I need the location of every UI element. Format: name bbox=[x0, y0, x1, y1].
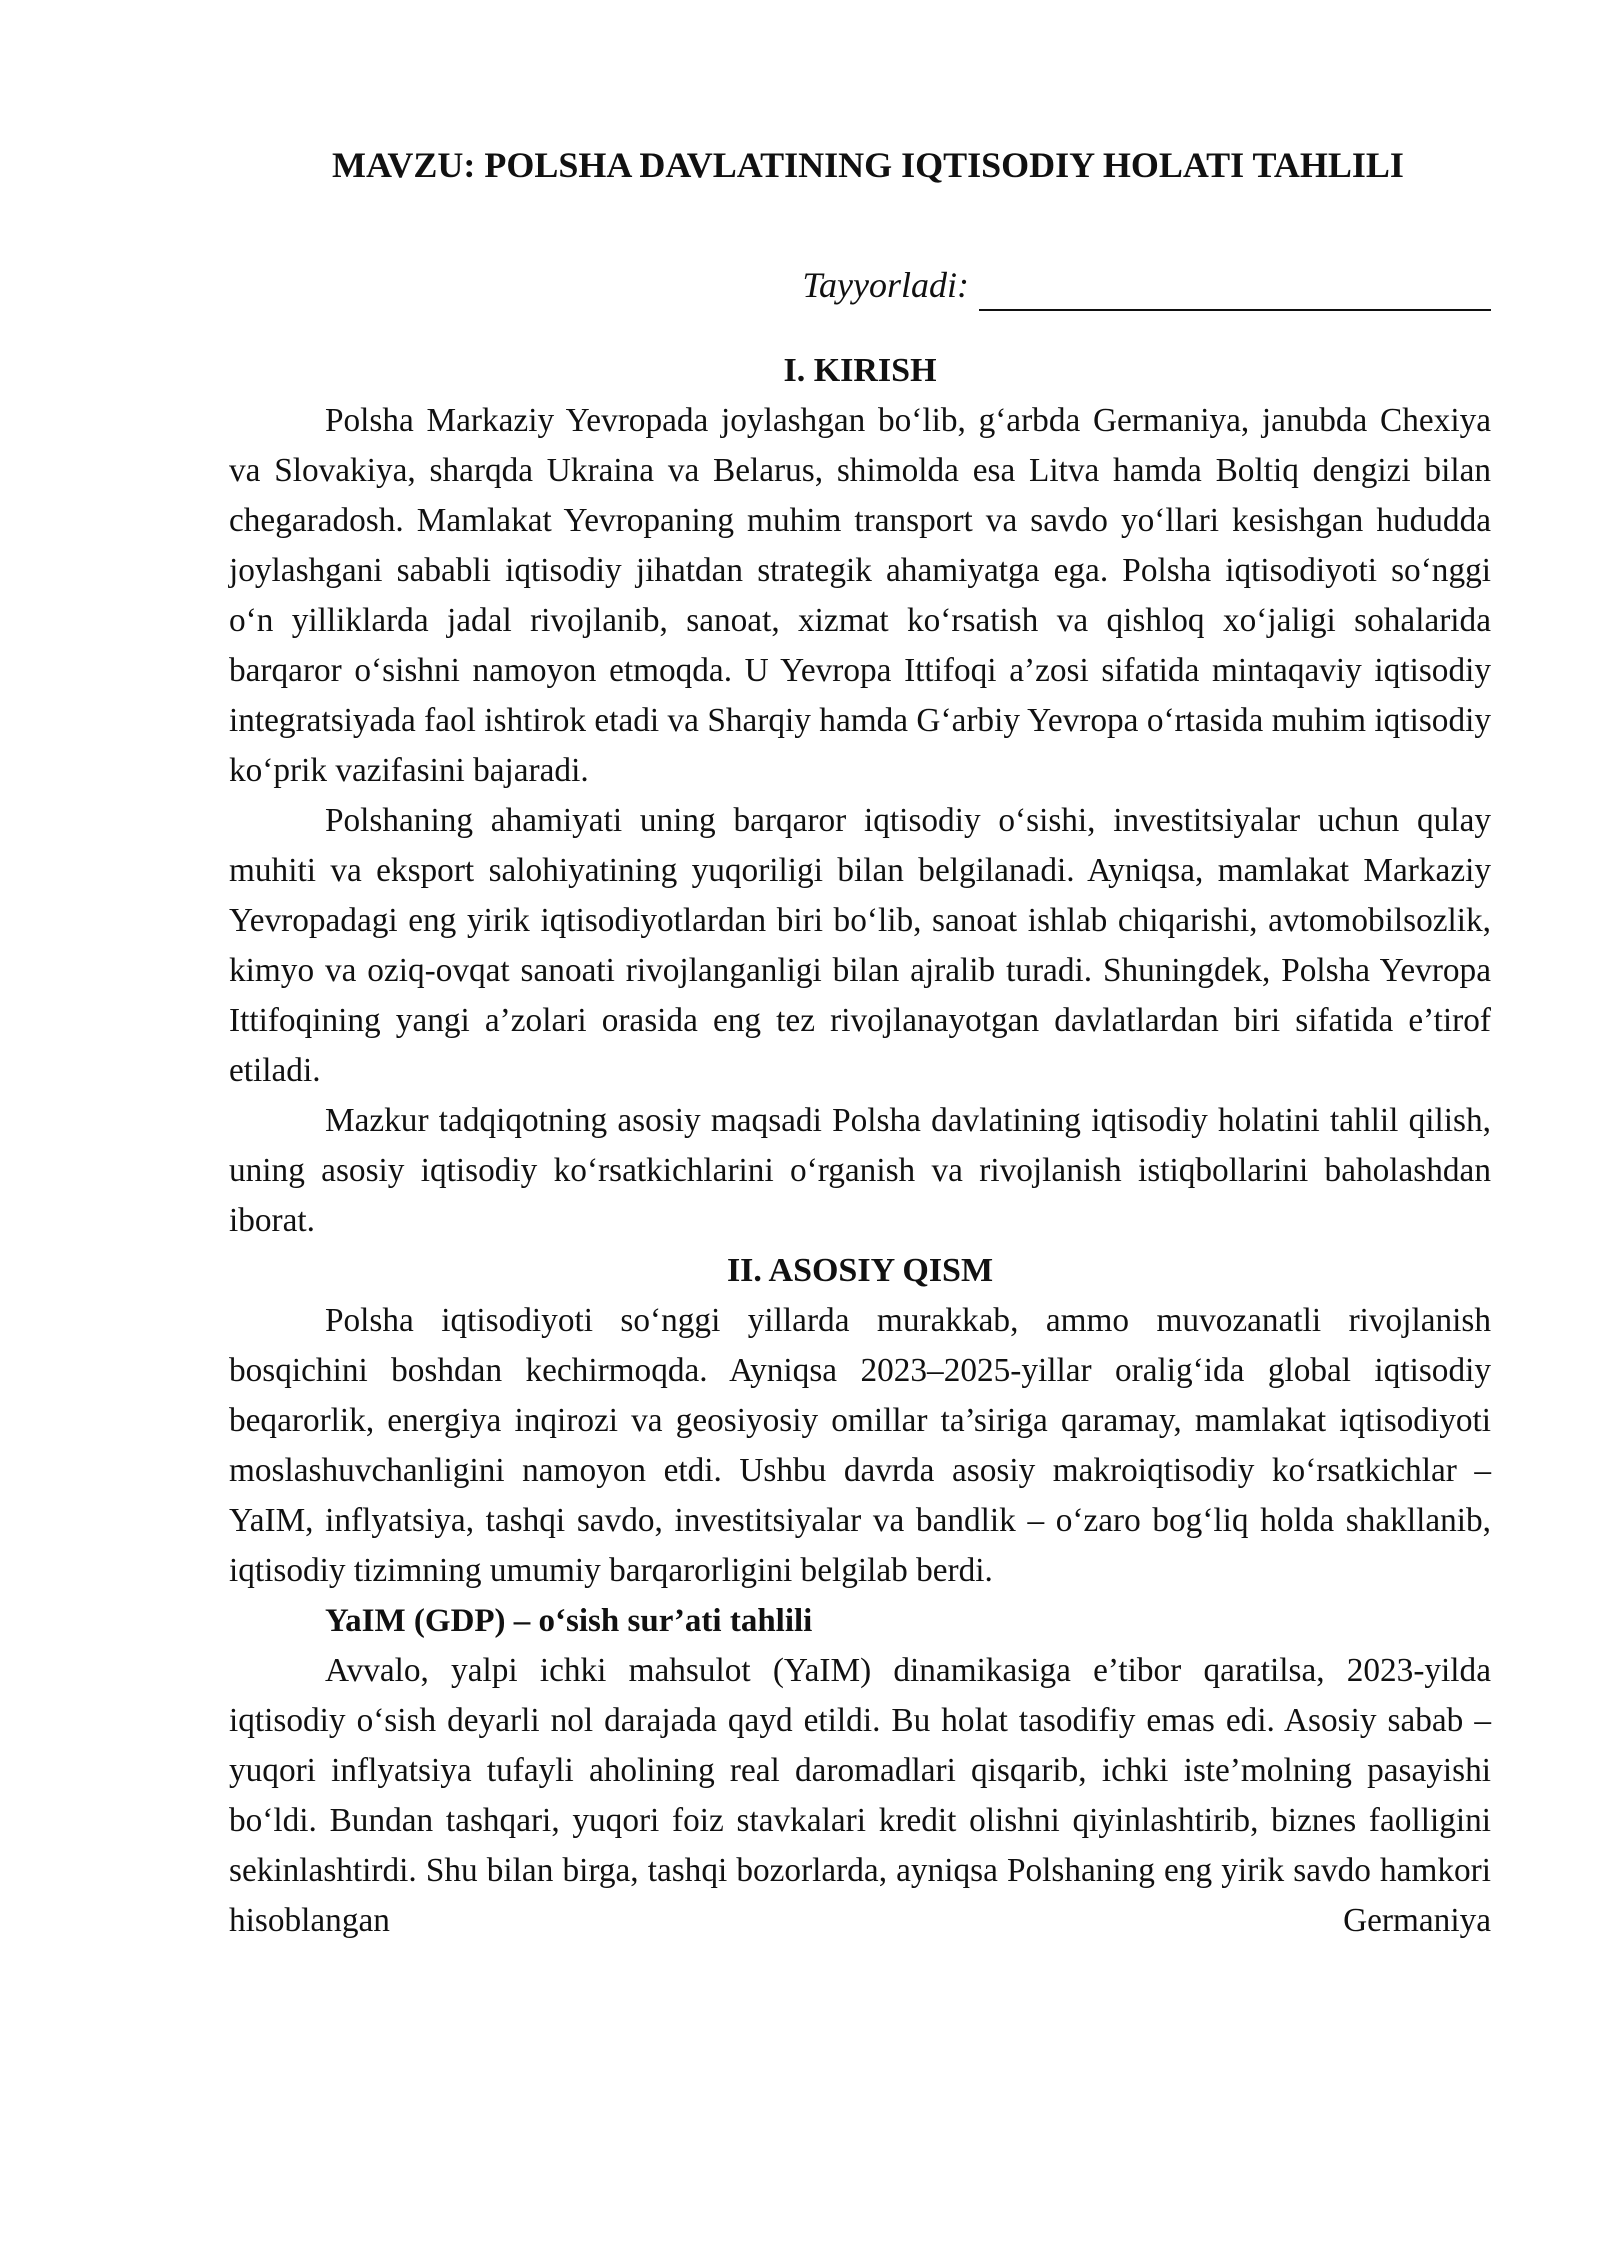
intro-paragraph-2: Polshaning ahamiyati uning barqaror iqtisodiy o‘sishi, investitsiyalar uchun qulay muhiti va eksport salohiyatining yuqoriligi bilan belgilanadi. Ayniqsa, mamlakat Markaziy Yevropadagi eng yirik iqtisodiyotlardan biri bo‘lib, sanoat ishlab chiqarishi, avtomobilsozlik, kimyo va oziq-ovqat sanoati rivojlanganligi bilan ajralib turadi. Shuningdek, Polsha Yevropa Ittifoqining yangi a’zolari orasida eng tez rivojlanayotgan davlatlardan biri sifatida e’tirof etiladi. bbox=[229, 802, 1491, 1089]
author-line bbox=[229, 259, 1491, 311]
section-main-part bbox=[229, 1246, 1491, 1946]
section-heading-introduction: I. KIRISH bbox=[783, 352, 937, 389]
subsection-heading-gdp: YaIM (GDP) – o‘sish sur’ati tahlili bbox=[325, 1603, 813, 1639]
intro-paragraph-3: Mazkur tadqiqotning asosiy maqsadi Polsha davlatining iqtisodiy holatini tahlil qilish, uning asosiy iqtisodiy ko‘rsatkichlarini o‘rganish va rivojlanish istiqbollarini baholashdan iborat. bbox=[229, 1102, 1491, 1239]
section-introduction bbox=[229, 346, 1491, 1246]
document-title: MAVZU: POLSHA DAVLATINING IQTISODIY HOLATI TAHLILI bbox=[332, 145, 1404, 185]
author-label: Tayyorladi: bbox=[802, 265, 969, 305]
gdp-paragraph-1: Avvalo, yalpi ichki mahsulot (YaIM) dinamikasiga e’tibor qaratilsa, 2023-yilda iqtisodiy o‘sish deyarli nol darajada qayd etildi. Bu holat tasodifiy emas edi. Asosiy sabab – yuqori inflyatsiya tufayli aholining real daromadlari qisqarib, ichki iste’molning pasayishi bo‘ldi. Bundan tashqari, yuqori foiz stavkalari kredit olishni qiyinlashtirib, biznes faolligini sekinlashtirdi. Shu bilan birga, tashqi bozorlarda, ayniqsa Polshaning eng yirik savdo hamkori hisoblangan Germaniya bbox=[229, 1652, 1491, 1939]
author-blank-line bbox=[979, 271, 1491, 311]
intro-paragraph-1: Polsha Markaziy Yevropada joylashgan bo‘lib, g‘arbda Germaniya, janubda Chexiya va Slovakiya, sharqda Ukraina va Belarus, shimolda esa Litva hamda Boltiq dengizi bilan chegaradosh. Mamlakat Yevropaning muhim transport va savdo yo‘llari kesishgan hududda joylashgani sababli iqtisodiy jihatdan strategik ahamiyatga ega. Polsha iqtisodiyoti so‘nggi o‘n yilliklarda jadal rivojlanib, sanoat, xizmat ko‘rsatish va qishloq xo‘jaligi sohalarida barqaror o‘sishni namoyon etmoqda. U Yevropa Ittifoqi a’zosi sifatida mintaqaviy iqtisodiy integratsiyada faol ishtirok etadi va Sharqiy hamda G‘arbiy Yevropa o‘rtasida muhim iqtisodiy ko‘prik vazifasini bajaradi. bbox=[229, 402, 1491, 789]
main-paragraph-1: Polsha iqtisodiyoti so‘nggi yillarda murakkab, ammo muvozanatli rivojlanish bosqichini boshdan kechirmoqda. Ayniqsa 2023–2025-yillar oralig‘ida global iqtisodiy beqarorlik, energiya inqirozi va geosiyosiy omillar ta’siriga qaramay, mamlakat iqtisodiyoti moslashuvchanligini namoyon etdi. Ushbu davrda asosiy makroiqtisodiy ko‘rsatkichlar – YaIM, inflyatsiya, tashqi savdo, investitsiyalar va bandlik – o‘zaro bog‘liq holda shakllanib, iqtisodiy tizimning umumiy barqarorligini belgilab berdi. bbox=[229, 1302, 1491, 1589]
document-page bbox=[229, 140, 1491, 1946]
section-heading-main-part: II. ASOSIY QISM bbox=[726, 1252, 994, 1289]
